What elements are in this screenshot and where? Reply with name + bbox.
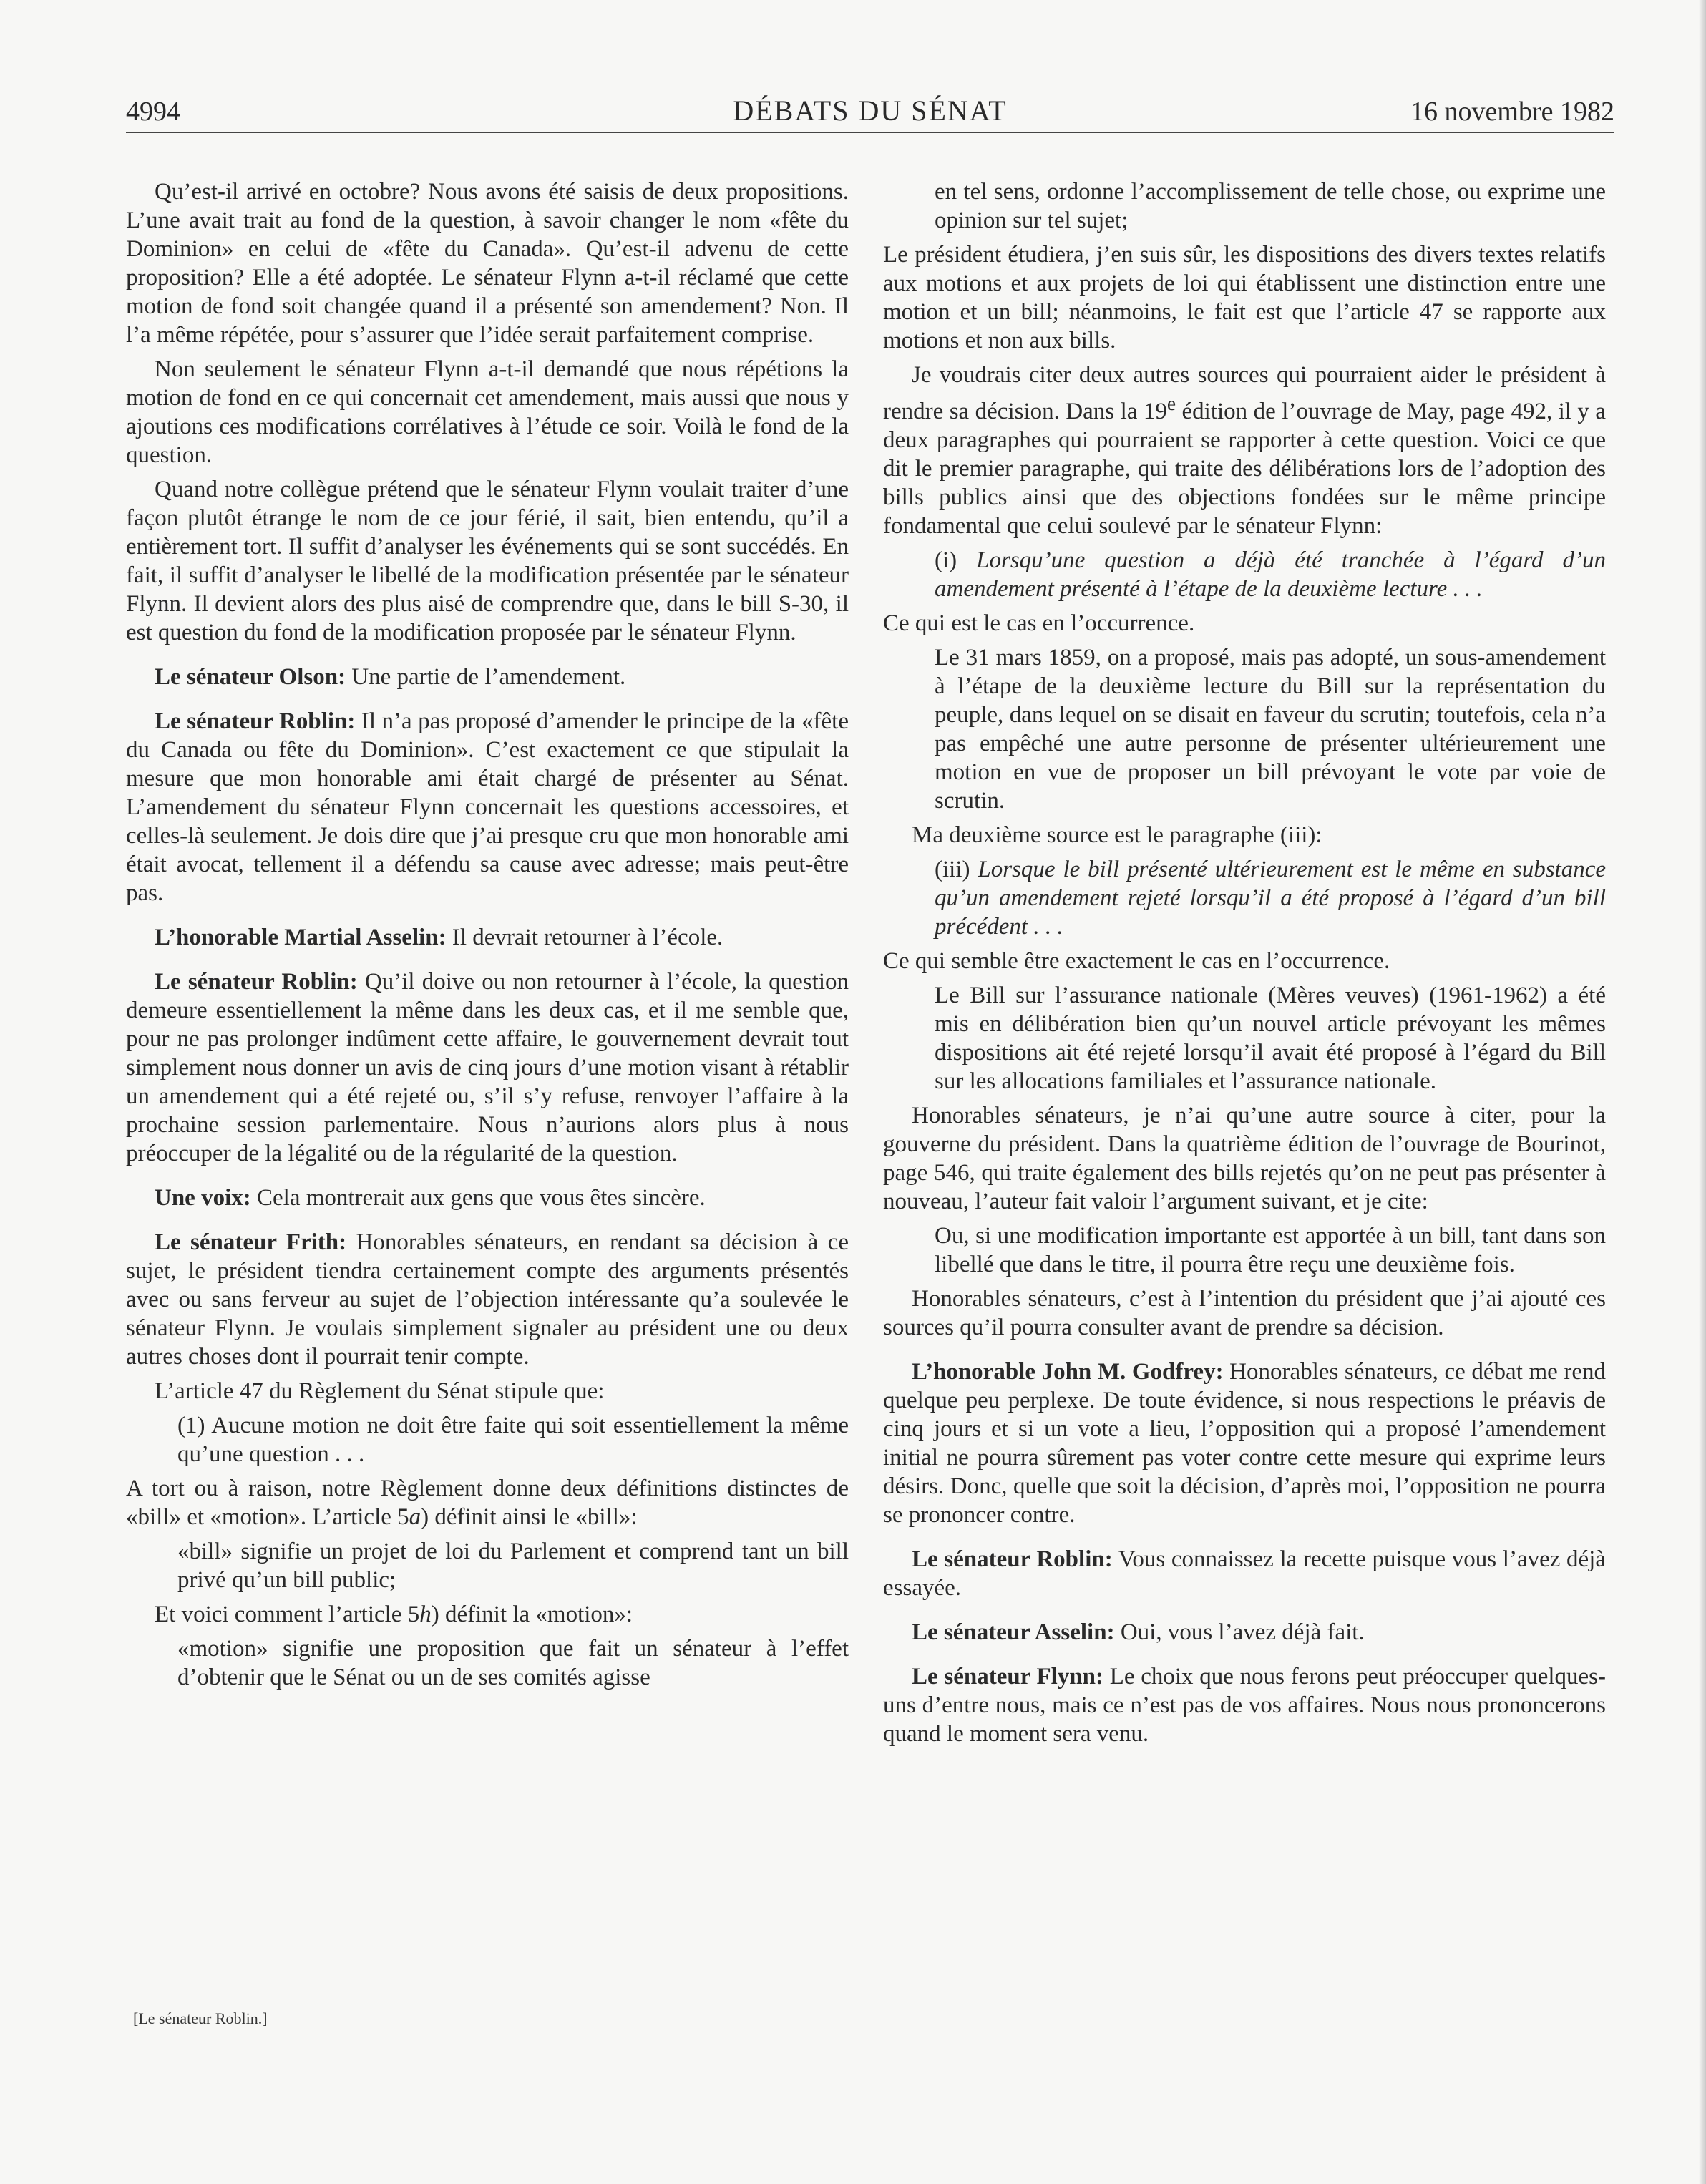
quotation: (1) Aucune motion ne doit être faite qui soit essentiellement la même qu’une question . . . (177, 1413, 849, 1467)
page-number: 4994 (126, 97, 180, 127)
paragraph: Qu’est-il arrivé en octobre? Nous avons été saisis de deux propositions. L’une avait trait au fond de la question, à savoir changer le nom «fête du Dominion» en celui de «fête du Canada». Qu’est-il advenu de cette proposition? Elle a été adoptée. Le sénateur Flynn a-t-il réclamé que cette motion de fond soit changée quand il a présenté son amendement? Non. Il l’a même répétée, pour s’assurer que l’idée serait parfaitement comprise. (126, 179, 849, 348)
page-edge-shadow (1699, 0, 1706, 2184)
speaker-name: Le sénateur Flynn: (912, 1664, 1103, 1690)
speech-voix (126, 1184, 849, 1212)
speech-frith (126, 1228, 849, 1371)
speech-roblin (126, 707, 849, 907)
speech-flynn (883, 1662, 1606, 1748)
paragraph: Ce qui est le cas en l’occurrence. (883, 610, 1195, 636)
speech-text: Il devrait retourner à l’école. (446, 925, 723, 950)
speaker-name: Le sénateur Frith: (155, 1229, 347, 1255)
paragraph: Non seulement le sénateur Flynn a-t-il demandé que nous répétions la motion de fond en ce qui concernait cet amendement, mais aussi que nous y ajoutions ces modifications corrélatives à l’étude ce soir. Voilà le fond de la question. (126, 356, 849, 468)
speech-text: Oui, vous l’avez déjà fait. (1114, 1619, 1365, 1645)
paragraph: Ma deuxième source est le paragraphe (iii): (912, 822, 1322, 848)
speech-olson (126, 663, 849, 691)
quotation: «motion» signifie une proposition que fait un sénateur à l’effet d’obtenir que le Sénat ou un de ses comités agisse (177, 1636, 849, 1690)
paragraph: Honorables sénateurs, je n’ai qu’une autre source à citer, pour la gouverne du président. Dans la quatrième édition de l’ouvrage de Bourinot, page 546, qui traite également des bills rejetés qu’on ne peut pas présenter à nouveau, l’auteur fait valoir l’argument suivant, et je cite: (883, 1103, 1606, 1214)
paragraph: Le président étudiera, j’en suis sûr, les dispositions des divers textes relatifs aux motions et aux projets de loi qui établissent une distinction entre une motion et un bill; néanmoins, le fait est que l’article 47 se rapporte aux motions et non aux bills. (883, 242, 1606, 354)
paragraph: Quand notre collègue prétend que le sénateur Flynn voulait traiter d’une façon plutôt étrange le nom de ce jour férié, il sait, bien entendu, qu’il a entièrement tort. Il suffit d’analyser les événements qui se sont succédés. En fait, il suffit d’analyser le libellé de la modification présentée par le sénateur Flynn. Il devient alors des plus aisé de comprendre que, dans le bill S-30, il est question du fond de la modification proposée par le sénateur Flynn. (126, 477, 849, 645)
right-column (883, 177, 1606, 1754)
paragraph: Je voudrais citer deux autres sources qui pourraient aider le président à rendre sa décision. Dans la 19e édition de l’ouvrage de May, page 492, il y a deux paragraphes qui pourraient se rapporter à cette question. Voici ce que dit le premier paragraphe, qui traite des délibérations lors de l’adoption des bills publics ainsi que des objections fondées sur le même principe fondamental que celui soulevé par le sénateur Flynn: (883, 362, 1607, 539)
speech-asselin (126, 923, 849, 952)
paragraph: Honorables sénateurs, c’est à l’intention du président que j’ai ajouté ces sources qu’il pourra consulter avant de prendre sa décision. (883, 1286, 1606, 1340)
quotation: Le Bill sur l’assurance nationale (Mères veuves) (1961-1962) a été mis en délibération bien qu’un nouvel article prévoyant les mêmes dispositions ait été rejeté lorsqu’il avait été proposé à l’égard du Bill sur les allocations familiales et l’assurance nationale. (935, 983, 1606, 1094)
speaker-name: L’honorable Martial Asselin: (155, 925, 447, 950)
speech-text: Honorables sénateurs, ce débat me rend quelque peu perplexe. De toute évidence, si nous respections le préavis de cinq jours et si un vote a lieu, l’opposition qui a proposé l’amendement initial ne pourra sûrement pas voter contre cette mesure qui exprime leurs désirs. Donc, quelle que soit la décision, d’après moi, l’opposition ne pourra se prononcer contre. (883, 1359, 1606, 1528)
speaker-name: Le sénateur Roblin: (155, 708, 356, 734)
sitting-date: 16 novembre 1982 (1410, 97, 1614, 127)
quotation: Ou, si une modification importante est apportée à un bill, tant dans son libellé que dans le titre, il pourra être reçu une deuxième fois. (935, 1223, 1606, 1277)
speaker-name: Le sénateur Roblin: (912, 1546, 1113, 1572)
speech-text: Une partie de l’amendement. (346, 664, 626, 690)
left-column (126, 177, 849, 1697)
quotation: (i) Lorsqu’une question a déjà été tranchée à l’égard d’un amendement présenté à l’étape de la deuxième lecture . . . (935, 547, 1606, 602)
quotation: «bill» signifie un projet de loi du Parlement et comprend tant un bill privé qu’un bill public; (177, 1539, 849, 1593)
speech-text: Cela montrerait aux gens que vous êtes sincère. (250, 1185, 706, 1211)
speaker-name: Le sénateur Asselin: (912, 1619, 1115, 1645)
speaker-name: L’honorable John M. Godfrey: (912, 1359, 1224, 1385)
speech-text: Honorables sénateurs, en rendant sa décision à ce sujet, le président tiendra certainement compte des arguments présentés avec ou sans ferveur au sujet de l’objection intéressante qu’a soulevée le sénateur Flynn. Je voulais simplement signaler au président une ou deux autres choses dont il pourrait tenir compte. (126, 1229, 849, 1370)
speech-text: Le choix que nous ferons peut préoccuper quelques-uns d’entre nous, mais ce n’est pas de vos affaires. Nous nous prononcerons quand le moment sera venu. (883, 1664, 1606, 1747)
speech-text: Il n’a pas proposé d’amender le principe de la «fête du Canada ou fête du Dominion». C’est exactement ce que stipulait la mesure que mon honorable ami était chargé de présenter au Sénat. L’amendement du sénateur Flynn concernait les questions accessoires, et celles-là seulement. Je dois dire que j’ai presque cru que mon honorable ami était avocat, tellement il a défendu sa cause avec adresse; mais peut-être pas. (126, 708, 849, 906)
running-title: DÉBATS DU SÉNAT (733, 94, 1008, 127)
quotation: Le 31 mars 1859, on a proposé, mais pas adopté, un sous-amendement à l’étape de la deuxième lecture du Bill sur la représentation du peuple, dans lequel on se disait en faveur du scrutin; toutefois, cela n’a pas empêché une autre personne de présenter ultérieurement une motion en vue de proposer un bill prévoyant le vote par voie de scrutin. (935, 645, 1606, 814)
speaker-continuation-note: [Le sénateur Roblin.] (133, 2009, 268, 2027)
speech-text: Qu’il doive ou non retourner à l’école, la question demeure essentiellement la même dans les deux cas, et il me semble que, pour ne pas prolonger indûment cette affaire, le gouvernement devrait tout simplement nous donner un avis de cinq jours d’une motion visant à rétablir un amendement qui a été rejeté ou, s’il s’y refuse, renvoyer l’affaire à la prochaine session parlementaire. Nous n’aurions alors plus à nous préoccuper de la légalité ou de la régularité de la question. (126, 969, 849, 1166)
speech-godfrey (883, 1357, 1606, 1529)
paragraph: A tort ou à raison, notre Règlement donne deux définitions distinctes de «bill» et «motion». L’article 5a) définit ainsi le «bill»: (126, 1476, 849, 1530)
paragraph: Ce qui semble être exactement le cas en l’occurrence. (883, 948, 1390, 974)
page-header (126, 92, 1614, 133)
speech-roblin (883, 1545, 1606, 1602)
speaker-name: Le sénateur Olson: (155, 664, 346, 690)
speaker-name: Le sénateur Roblin: (155, 969, 358, 995)
speaker-name: Une voix: (155, 1185, 251, 1211)
quotation: (iii) Lorsque le bill présenté ultérieurement est le même en substance qu’un amendement rejeté lorsqu’il a été proposé à l’égard d’un bill précédent . . . (935, 857, 1607, 940)
quotation: en tel sens, ordonne l’accomplissement de telle chose, ou exprime une opinion sur tel sujet; (935, 179, 1606, 233)
speech-roblin (126, 967, 849, 1168)
paragraph: Et voici comment l’article 5h) définit la «motion»: (155, 1602, 633, 1627)
speech-text: Vous connaissez la recette puisque vous l’avez déjà essayée. (883, 1546, 1606, 1601)
speech-asselin (883, 1618, 1606, 1647)
paragraph: L’article 47 du Règlement du Sénat stipule que: (155, 1378, 605, 1404)
